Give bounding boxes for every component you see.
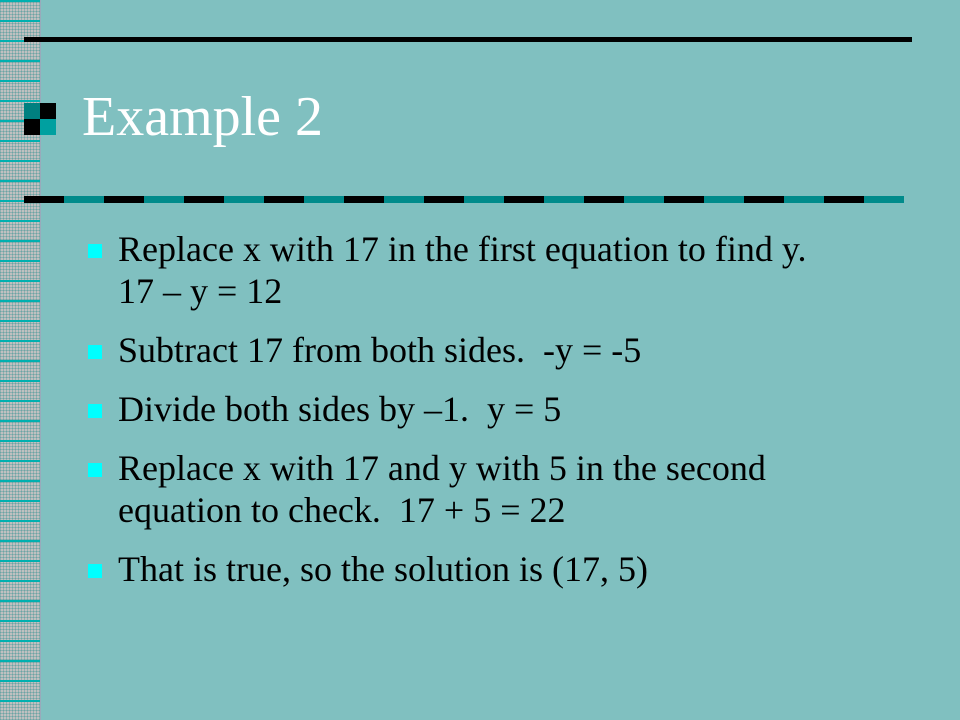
square-bullet-icon [88,463,102,477]
dashed-divider [24,196,904,203]
bullet-item [88,548,848,590]
square-bullet-icon [88,564,102,578]
bullet-item [88,447,848,531]
bullet-text: Divide both sides by –1. y = 5 [118,389,562,429]
square-bullet-icon [88,244,102,258]
checker-square-icon [24,103,56,135]
bullet-text: Replace x with 17 and y with 5 in the second equation to check. 17 + 5 = 22 [118,448,775,530]
bullet-item [88,388,848,430]
square-bullet-icon [88,345,102,359]
bullet-text: Subtract 17 from both sides. -y = -5 [118,330,642,370]
bullet-text: Replace x with 17 in the first equation to find y. 17 – y = 12 [118,229,825,311]
bullet-text: That is true, so the solution is (17, 5) [118,549,648,589]
slide-title: Example 2 [82,86,324,148]
bullet-list [88,228,848,607]
top-rule [24,37,912,42]
square-bullet-icon [88,404,102,418]
bullet-item [88,228,848,312]
bullet-item [88,329,848,371]
